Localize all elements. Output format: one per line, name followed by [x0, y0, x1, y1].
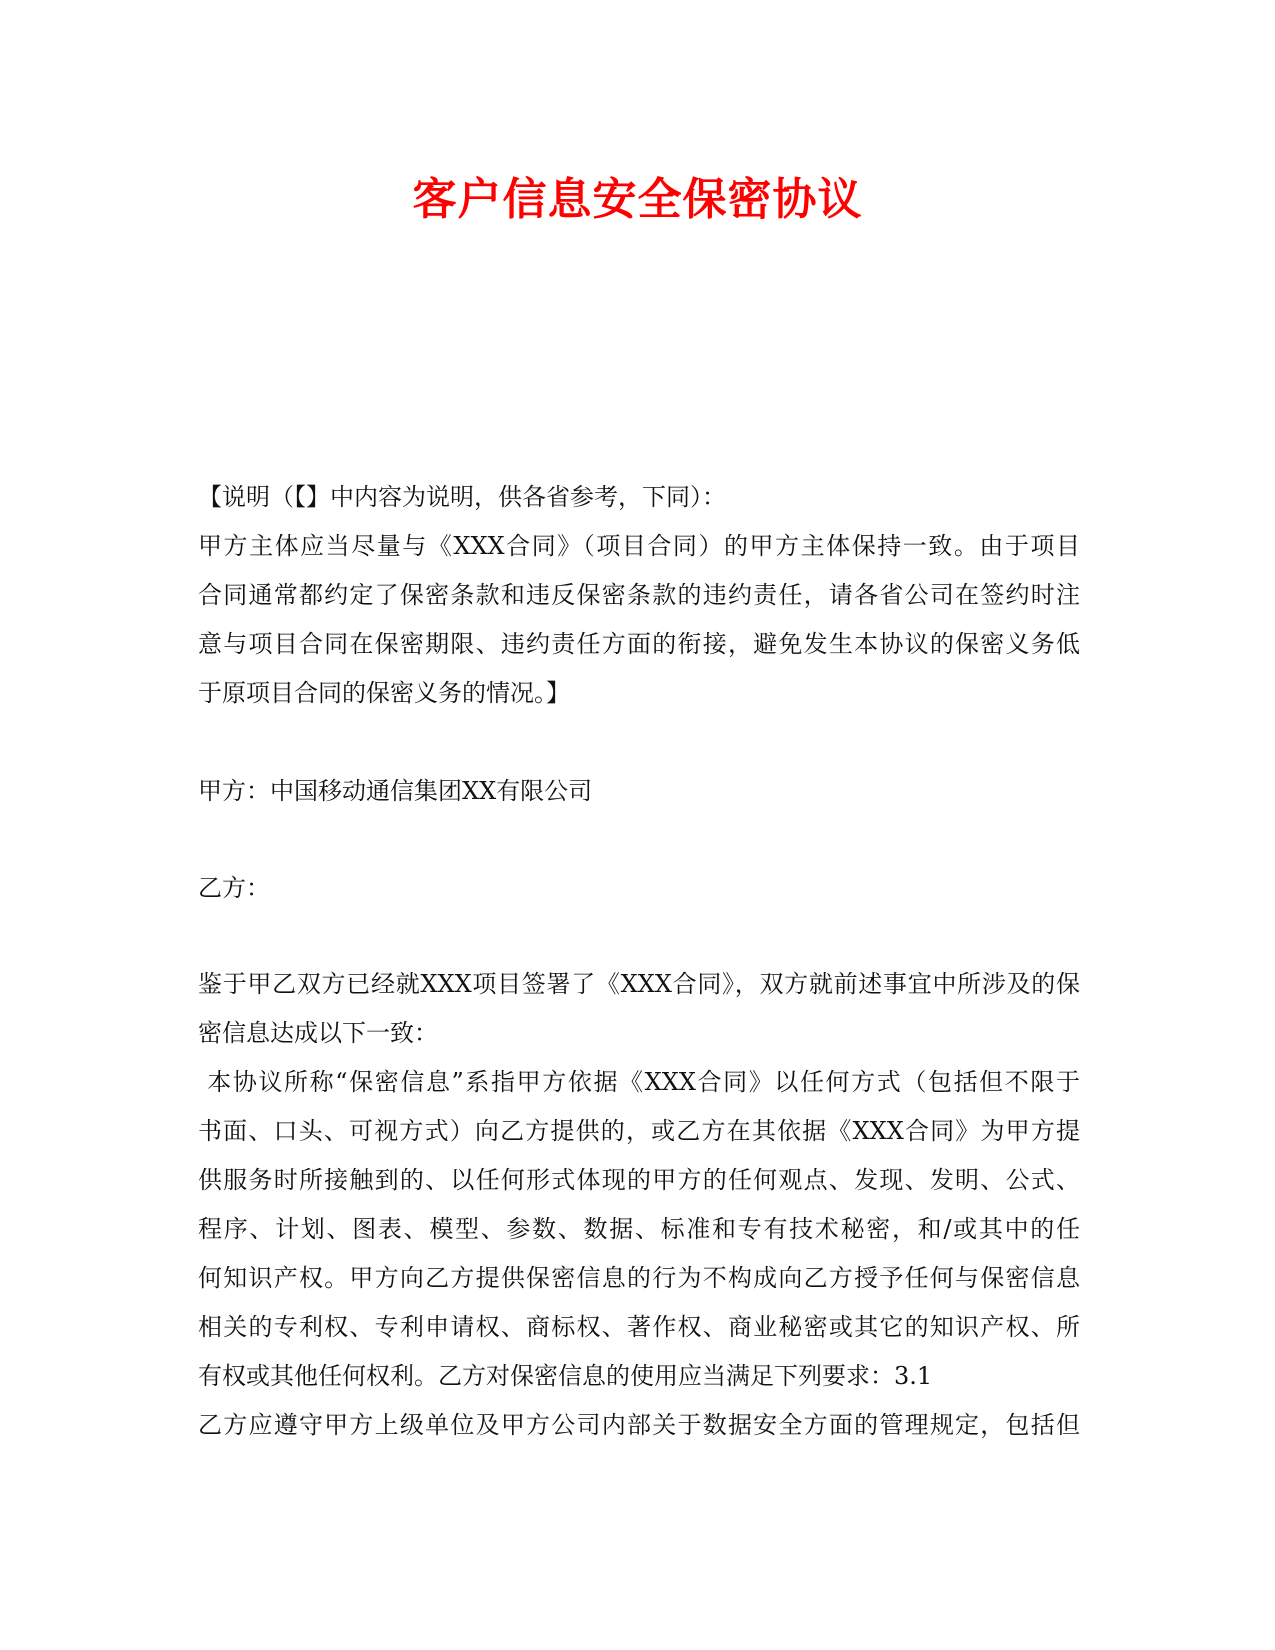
explanation-note: [198, 473, 1080, 718]
party-a-section: [198, 767, 1080, 816]
agreement-body: [198, 960, 1080, 1450]
body-line: 乙方应遵守甲方上级单位及甲方公司内部关于数据安全方面的管理规定，包括但: [198, 1411, 1080, 1439]
note-line: 于原项目合同的保密义务的情况。】: [198, 679, 570, 707]
party-b-section: [198, 864, 1080, 913]
body-line: 书面、口头、可视方式）向乙方提供的，或乙方在其依据《XXX合同》为甲方提: [198, 1117, 1080, 1145]
note-line: 合同通常都约定了保密条款和违反保密条款的违约责任，请各省公司在签约时注: [198, 581, 1080, 609]
body-line: 供服务时所接触到的、以任何形式体现的甲方的任何观点、发现、发明、公式、: [198, 1166, 1080, 1194]
note-line: 甲方主体应当尽量与《XXX合同》（项目合同）的甲方主体保持一致。由于项目: [198, 532, 1080, 560]
body-line: 程序、计划、图表、模型、参数、数据、标准和专有技术秘密，和/或其中的任: [198, 1215, 1080, 1243]
note-line: 【说明（【】中内容为说明，供各省参考，下同）：: [198, 483, 726, 511]
party-b-line: 乙方：: [198, 874, 270, 902]
body-line: 鉴于甲乙双方已经就XXX项目签署了《XXX合同》，双方就前述事宜中所涉及的保: [198, 970, 1080, 998]
body-line: 有权或其他任何权利。乙方对保密信息的使用应当满足下列要求：3.1: [198, 1362, 933, 1390]
party-a-line: 甲方：中国移动通信集团XX有限公司: [198, 777, 593, 805]
body-line: 相关的专利权、专利申请权、商标权、著作权、商业秘密或其它的知识产权、所: [198, 1313, 1080, 1341]
body-line: 密信息达成以下一致：: [198, 1019, 438, 1047]
note-line: 意与项目合同在保密期限、违约责任方面的衔接，避免发生本协议的保密义务低: [198, 630, 1080, 658]
body-line: 何知识产权。甲方向乙方提供保密信息的行为不构成向乙方授予任何与保密信息: [198, 1264, 1080, 1292]
body-line: 本协议所称“保密信息”系指甲方依据《XXX合同》以任何方式（包括但不限于: [198, 1068, 1080, 1096]
document-title: 客户信息安全保密协议: [412, 174, 863, 225]
